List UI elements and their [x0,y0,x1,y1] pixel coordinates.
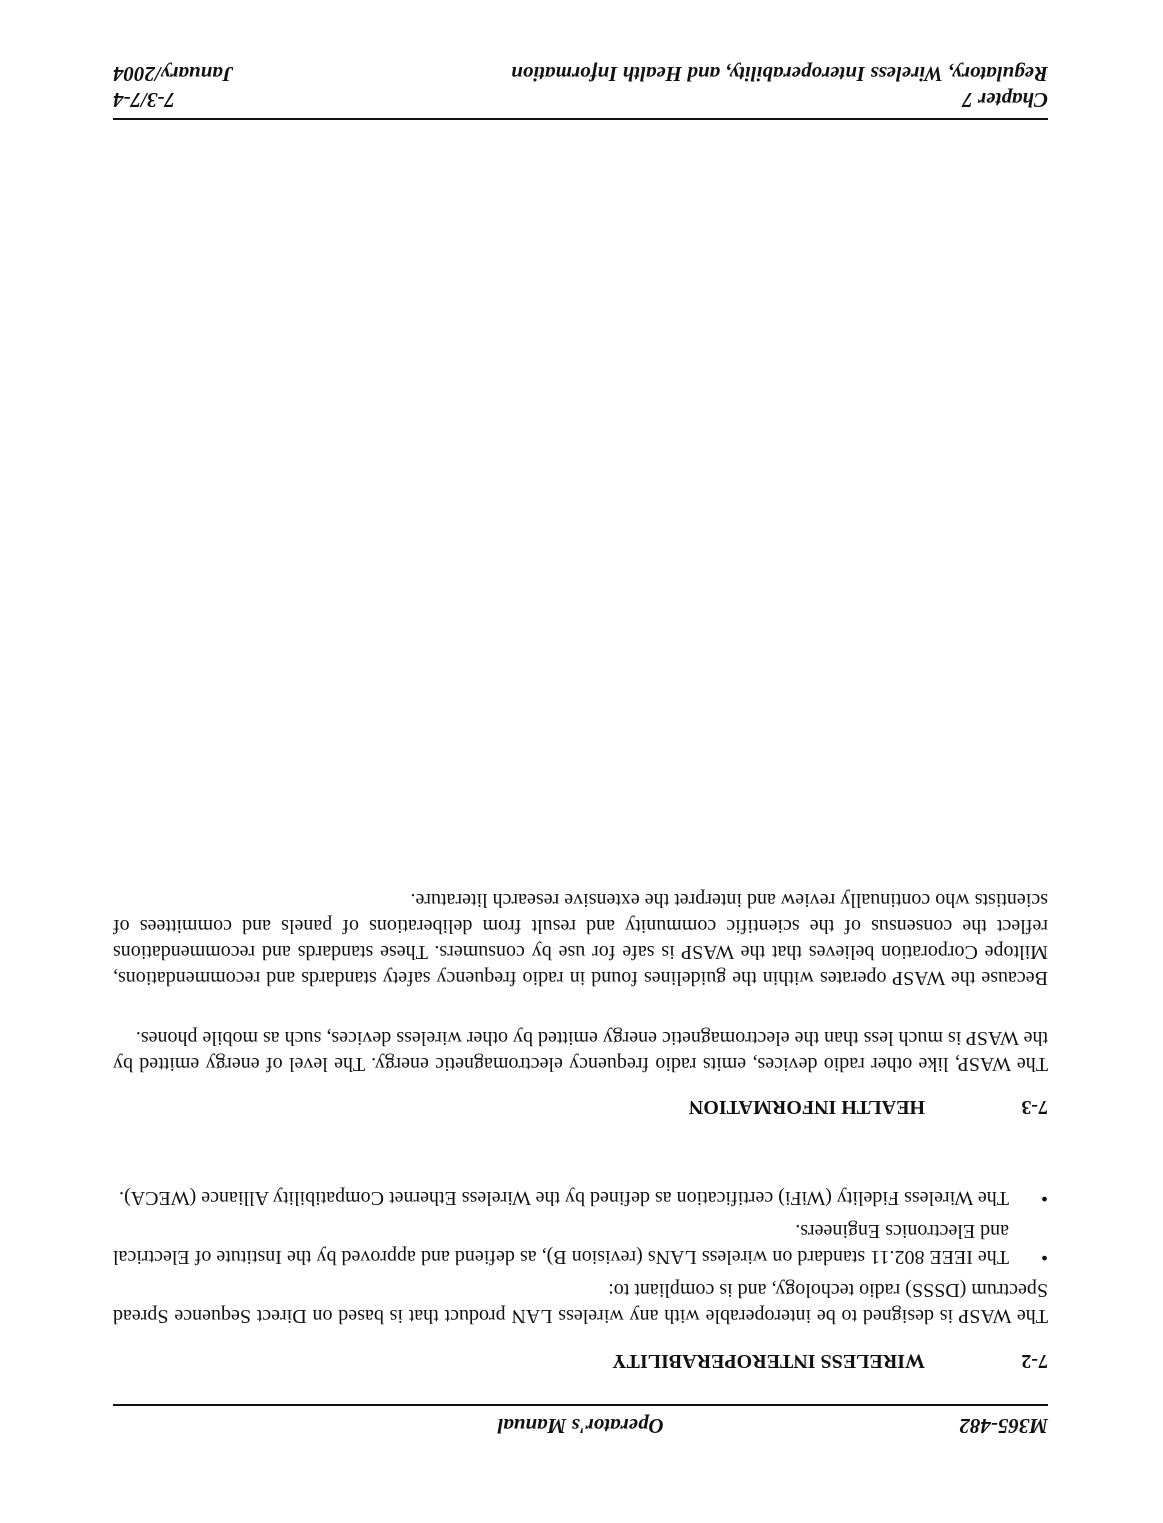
document-number: M365-482 [959,1414,1048,1438]
section-title: HEALTH INFORMATION [688,1096,925,1118]
bullet-icon: • [1040,1187,1048,1209]
health-paragraph-2: Because the WASP operates within the guidelines found in radio frequency safety standards and recommendations, Miltope Corporation believes that the WASP is safe for use by consumers. These standards and recommendations reflect the consensus of the scientific community and result from deliberations of panels and committees of scientists who continually review and interpret the extensive research literature. [113,889,1048,989]
health-paragraph-1: The WASP, like other radio devices, emits radio frequency electromagnetic energy. The level of energy emitted by the WASP is much less than the electromagnetic energy emitted by other wireless devices, such as mobile phones. [113,1027,1048,1075]
section-number: 7-2 [1021,1350,1048,1372]
bullet-text: The Wireless Fidelity (WiFi) certification as defined by the Wireless Ethernet Compatibility Alliance (WECA). [119,1187,1009,1209]
interoperability-intro-paragraph: The WASP is designed to be interoperable with any wireless LAN product that is based on Direct Sequence Spread Spectrum (DSSS) radio techology, and is compliant to: [113,1279,1048,1327]
page-number: 7-3/7-4 [113,88,175,112]
chapter-title: Regulatory, Wireless Interoperability, and Health Information [511,62,1048,86]
revision-date: January/2004 [113,62,234,86]
top-header-rule [113,1404,1048,1406]
manual-title: Operator's Manual [497,1414,664,1438]
bullet-icon: • [1040,1246,1048,1268]
section-number: 7-3 [1021,1096,1048,1118]
section-title: WIRELESS INTEROPERABILITY [612,1350,925,1372]
chapter-label: Chapter 7 [962,88,1048,112]
bottom-header-rule [113,118,1048,120]
bullet-text: The IEEE 802.11 standard on wireless LANs (revision B), as defiend and approved by the Institute of Electrical and Electronics Engineers. [113,1220,1009,1268]
